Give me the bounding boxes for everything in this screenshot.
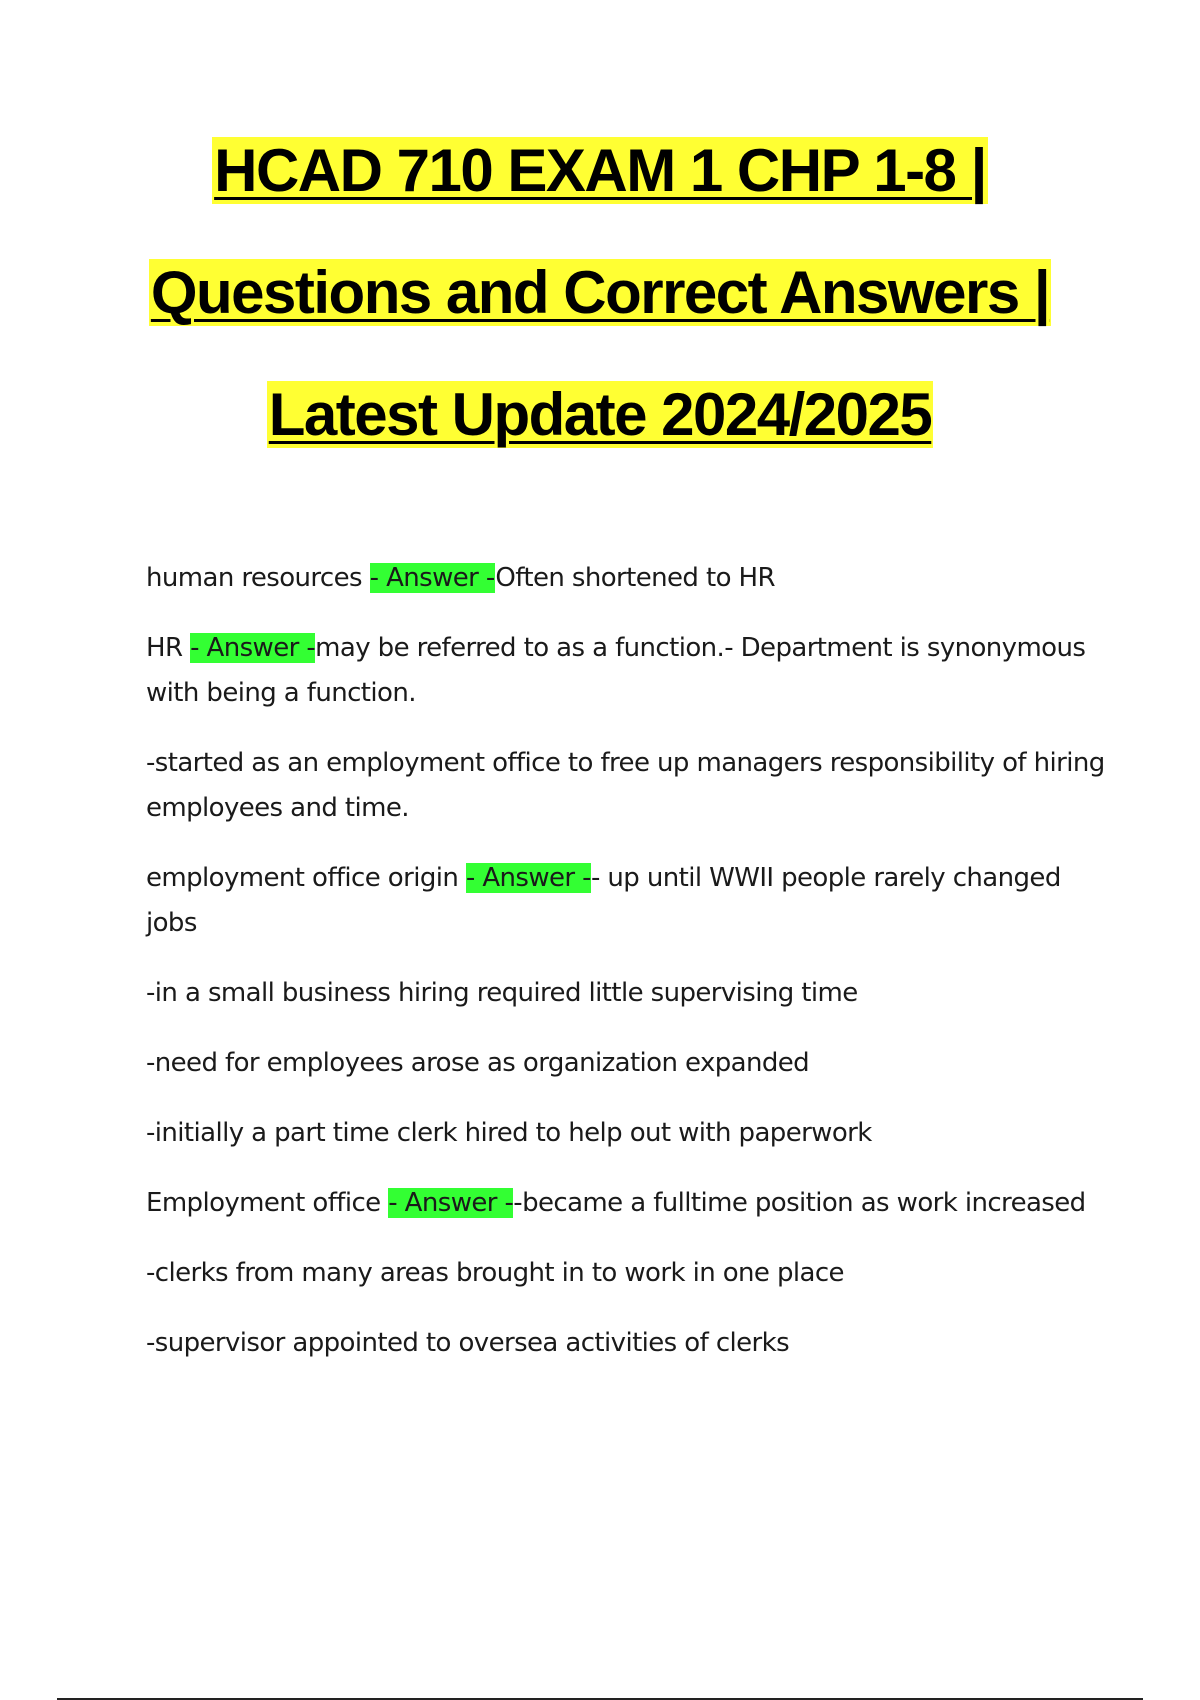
qa-answer: -became a fulltime position as work increased [513,1188,1086,1218]
answer-marker: - Answer - [190,633,316,663]
qa-note: -in a small business hiring required little supervising time [146,978,858,1008]
qa-entry-employment-office [146,1181,1106,1226]
answer-marker: - Answer - [388,1188,514,1218]
title-line-1-text: HCAD 710 EXAM 1 CHP 1-8 | [214,137,986,204]
qa-answer: Often shortened to HR [495,563,775,593]
title-line-2-text: Questions and Correct Answers | [150,259,1050,326]
qa-entry-hr [146,626,1106,716]
title-line-3 [60,379,1140,467]
title-line-1 [60,135,1140,223]
qa-content [146,556,1106,1391]
title-line-3-text: Latest Update 2024/2025 [268,381,932,448]
qa-term: employment office origin [146,863,466,893]
qa-answer: may be referred to as a function.- Department is synonymous with being a function. [146,633,1086,708]
answer-marker: - Answer - [465,863,591,893]
qa-answer: - up until WWII people rarely changed jobs [146,863,1061,938]
qa-note: -need for employees arose as organization expanded [146,1048,810,1078]
qa-term: Employment office [146,1188,389,1218]
title-line-2 [60,257,1140,345]
answer-marker: - Answer - [369,563,496,593]
qa-note: -initially a part time clerk hired to help out with paperwork [146,1118,872,1148]
qa-note: -supervisor appointed to oversea activities of clerks [146,1328,790,1358]
document-title [60,135,1140,501]
qa-entry-employment-office-origin [146,856,1106,946]
qa-term: HR [146,633,191,663]
qa-entry-human-resources [146,556,1106,601]
qa-note: -started as an employment office to free up managers responsibility of hiring employees and time. [146,748,1105,823]
qa-term: human resources [146,563,370,593]
qa-note: -clerks from many areas brought in to work in one place [146,1258,844,1288]
